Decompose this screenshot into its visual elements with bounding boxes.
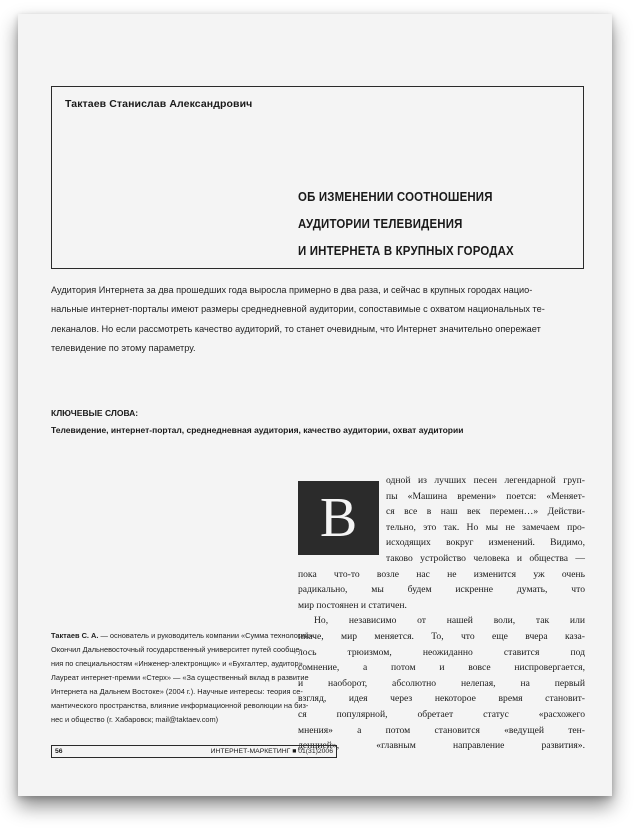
body-line: ся популярной, обретает статус «расхожего (298, 708, 585, 720)
bio-name: Тактаев С. А. (51, 631, 99, 640)
title-line: АУДИТОРИИ ТЕЛЕВИДЕНИЯ (298, 216, 463, 231)
title-line: ОБ ИЗМЕНЕНИИ СООТНОШЕНИЯ (298, 189, 493, 204)
abstract-line: нальные интернет-порталы имеют размеры среднедневной аудитории, сопоставимые с охватом национальных те- (51, 304, 545, 315)
body-line: взгляд, идея через некоторое время становит- (298, 693, 585, 705)
body-line: пы «Машина времени» поется: «Меняет- (386, 490, 585, 502)
bio-line: Окончил Дальневосточный государственный университет путей сообще- (51, 645, 302, 654)
bio-line (51, 629, 351, 643)
author-name: Тактаев Станислав Александрович (65, 98, 253, 110)
page-number: 56 (55, 748, 63, 755)
author-bio (51, 629, 351, 727)
bio-line: Лауреат интернет-премии «Стерх» — «За существенный вклад в развитие (51, 673, 309, 682)
abstract (51, 281, 584, 359)
body-line: мнения» а потом становится «ведущей тен- (298, 724, 585, 736)
body-line: одной из лучших песен легендарной груп- (386, 475, 585, 486)
abstract-line: Аудитория Интернета за два прошедших года выросла примерно в два раза, и сейчас в крупных городах нацио- (51, 285, 533, 295)
body-line: пока что-то возле нас не изменится уж очень (298, 568, 585, 580)
keywords-text: Телевидение, интернет-портал, среднедневная аудитория, качество аудитории, охват аудитории (51, 425, 464, 435)
page-footer (51, 745, 337, 758)
body-line: таково устройство человека и общества — (386, 552, 585, 564)
body-line: иначе, мир меняется. То, что еще вчера каза- (298, 630, 585, 642)
dropcap-letter: В (298, 481, 379, 555)
body-line: лось трюизмом, неожиданно ставится под (298, 646, 585, 658)
title-line: И ИНТЕРНЕТА В КРУПНЫХ ГОРОДАХ (298, 243, 514, 258)
bio-line: Интернета на Дальнем Востоке» (2004 г.). Научные интересы: теория се- (51, 687, 303, 696)
body-line: мир постоянен и статичен. (298, 599, 407, 611)
bio-line: ния по специальностям «Инженер-электронщик» и «Бухгалтер, аудитор». (51, 659, 305, 668)
abstract-line: телевидение по этому параметру. (51, 343, 196, 354)
bio-line: мантического пространства, влияние информационной революции на биз- (51, 701, 309, 710)
body-line: и наоборот, абсолютно нелепая, на первый (298, 677, 585, 689)
body-line: денцией», «главным направление развития». (298, 740, 585, 752)
keywords-heading: КЛЮЧЕВЫЕ СЛОВА: (51, 408, 139, 418)
bio-line: нес и общество (г. Хабаровск; mail@taktaev.com) (51, 715, 219, 724)
abstract-line: леканалов. Но если рассмотреть качество аудиторий, то станет очевидным, что Интернет значительно опережает (51, 323, 541, 334)
journal-page (18, 14, 612, 796)
body-line: ся все в наш век перемен…» Действи- (386, 506, 585, 518)
body-line: радикально, мы будем искренне думать, что (298, 584, 585, 596)
bio-text: — основатель и руководитель компании «Сумма технологий». (98, 631, 316, 640)
body-line: Но, независимо от нашей воли, так или (314, 615, 585, 627)
journal-issue: ИНТЕРНЕТ-МАРКЕТИНГ ■ 01(31)2006 (210, 748, 333, 755)
body-line: тельно, это так. Но мы не замечаем про- (386, 521, 585, 533)
title-box (51, 86, 584, 269)
body-line: исходящих вокруг изменений. Видимо, (386, 537, 585, 549)
body-line: сомнение, а потом и вовсе ниспровергается, (298, 662, 585, 674)
article-title (298, 183, 514, 264)
